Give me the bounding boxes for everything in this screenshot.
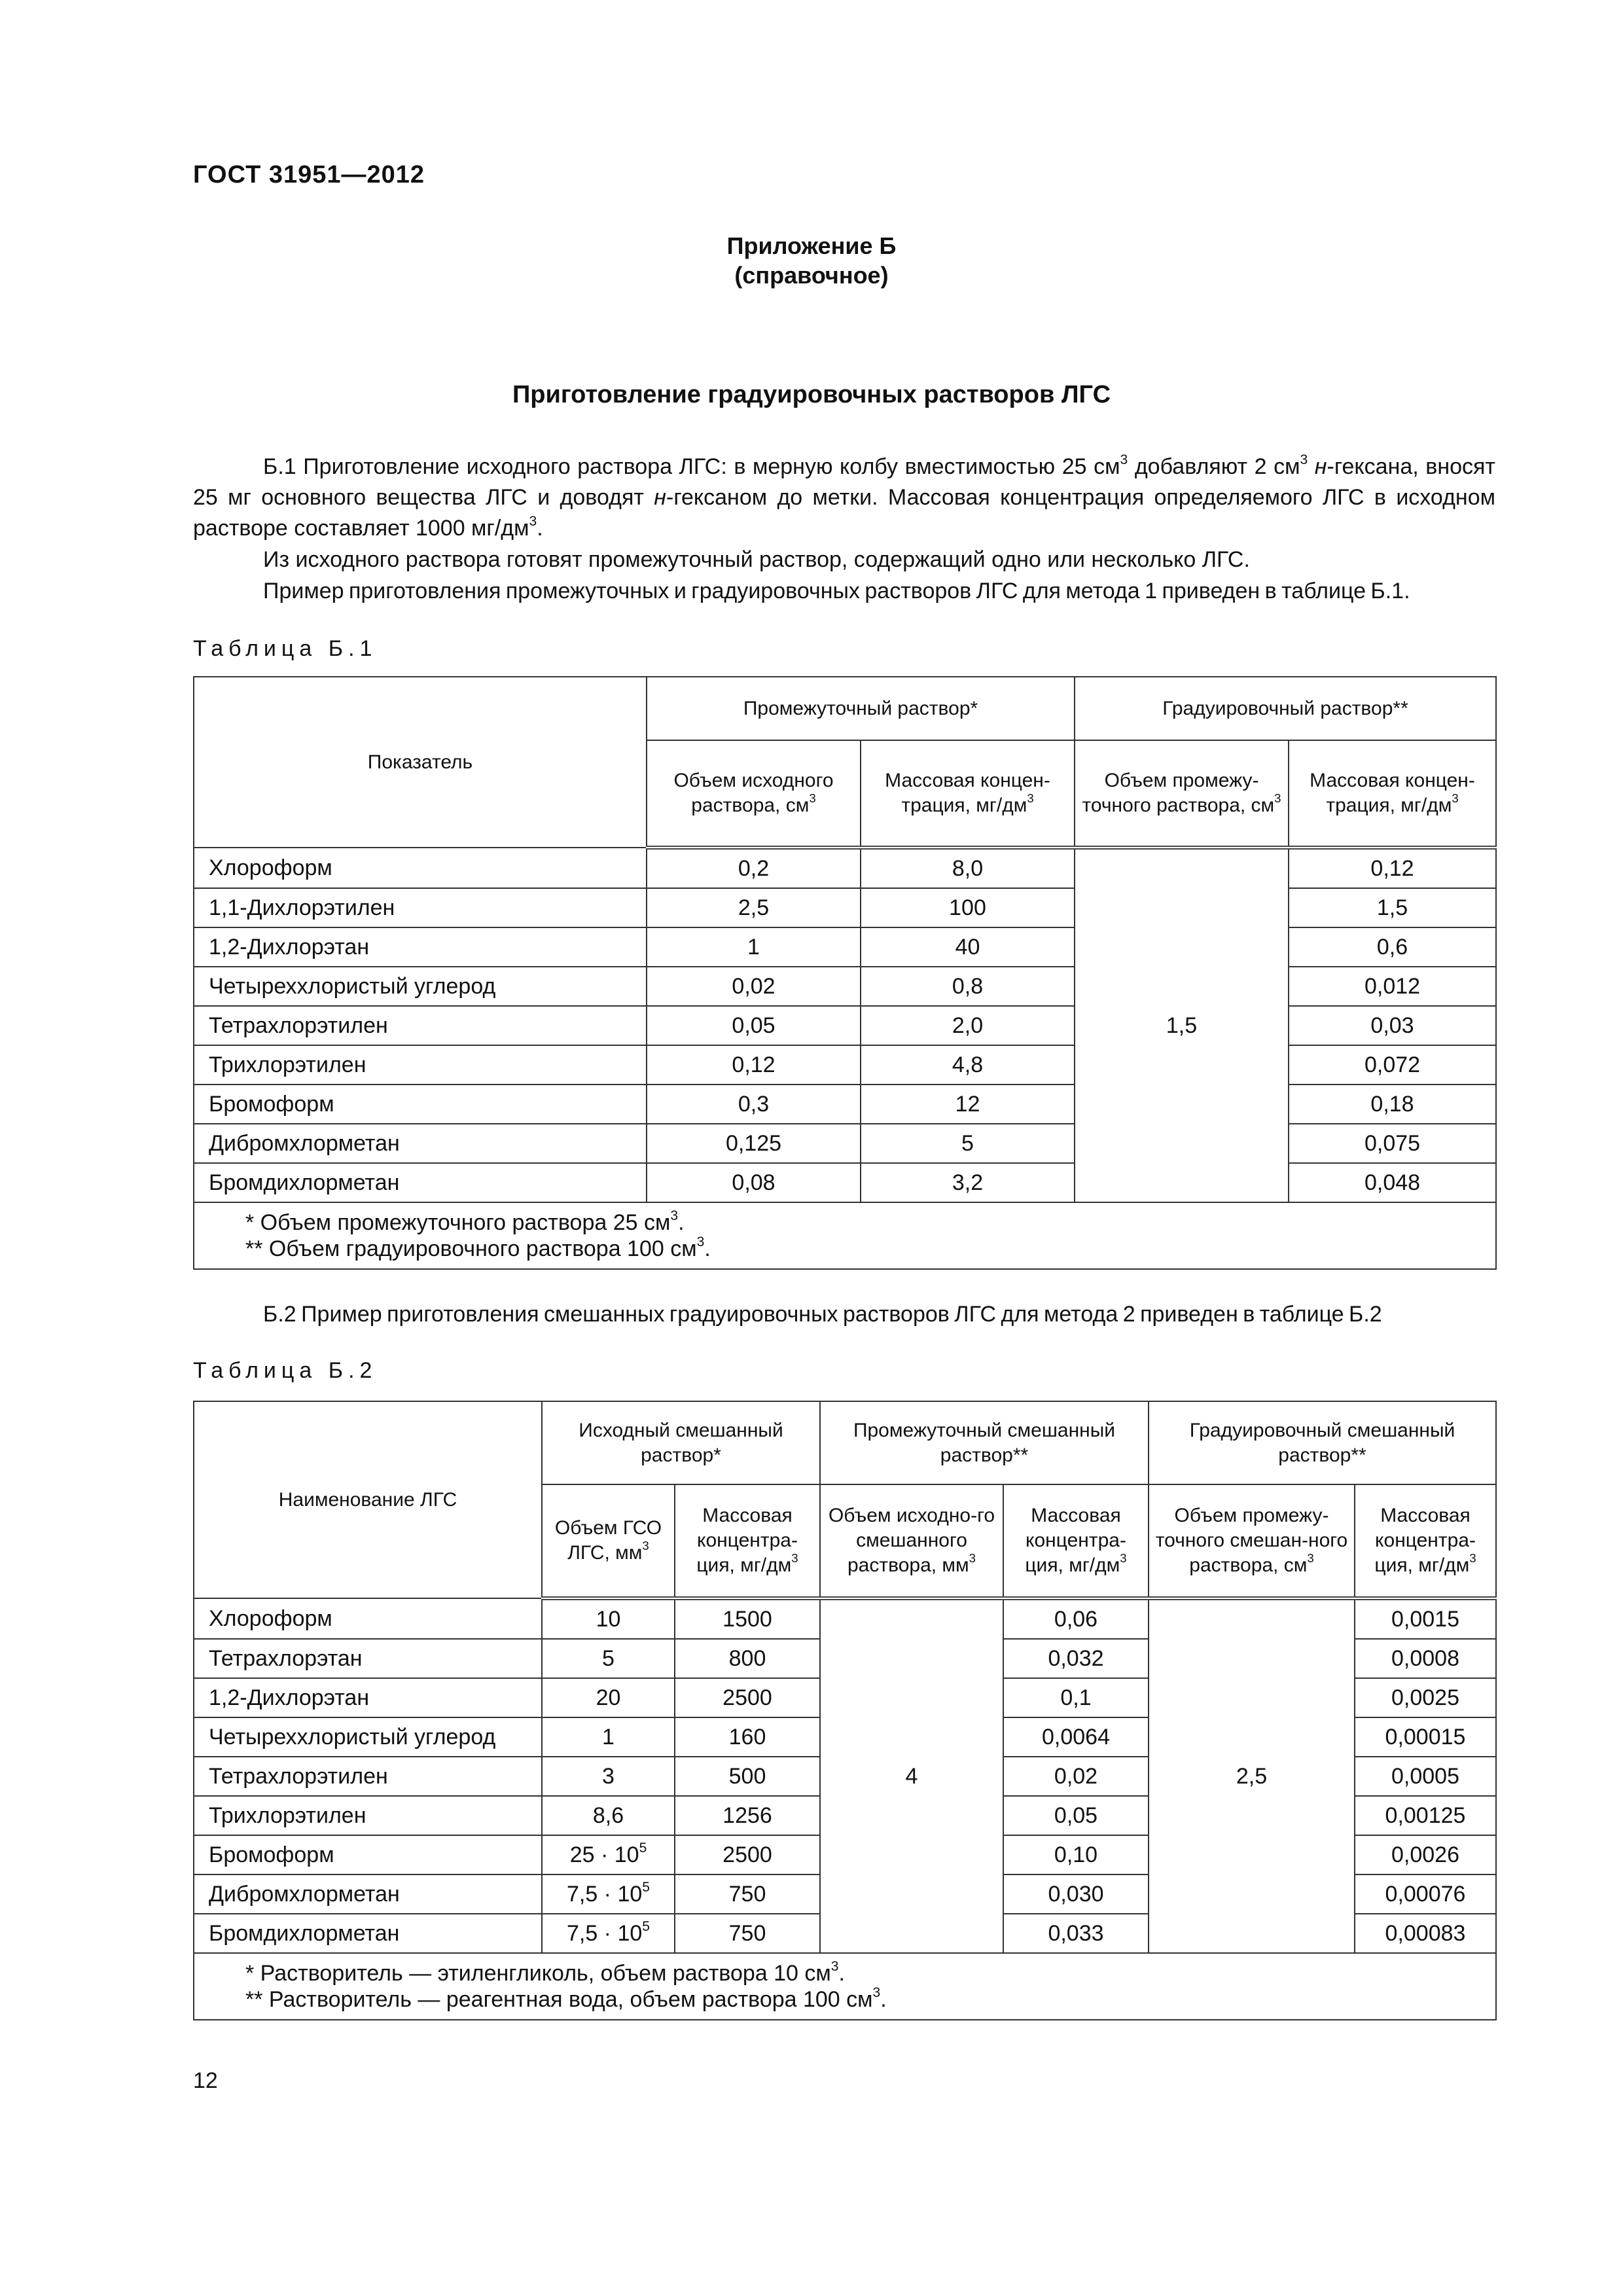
cell-int-concentration: 0,030	[1003, 1874, 1149, 1914]
header-mass-conc	[1355, 1484, 1496, 1598]
cell-concentration: 800	[675, 1639, 820, 1678]
header-vol-initial-mixed	[820, 1484, 1003, 1598]
value: 25 · 10	[569, 1842, 639, 1867]
cell-cal-concentration: 1,5	[1289, 888, 1496, 927]
header-calibration: Градуировочный раствор**	[1075, 677, 1496, 740]
table-row	[194, 1124, 1496, 1163]
superscript: 3	[1120, 452, 1128, 467]
header-indicator	[194, 677, 647, 848]
table-notes-row	[194, 1953, 1496, 2020]
cell-name: Дибромхлорметан	[194, 1124, 647, 1163]
superscript: 3	[872, 1984, 881, 2000]
superscript: 3	[1120, 1551, 1127, 1566]
note-text: .	[880, 1987, 887, 2012]
cell-concentration: 500	[675, 1757, 820, 1796]
header-mass-conc	[1289, 740, 1496, 848]
cell-concentration: 100	[861, 888, 1075, 927]
cell-cal-concentration: 0,0008	[1355, 1639, 1496, 1678]
cell-cal-concentration: 0,0015	[1355, 1598, 1496, 1639]
cell-concentration: 40	[861, 927, 1075, 967]
cell-volume: 0,08	[647, 1163, 861, 1202]
header-vol-intermediate	[1075, 740, 1289, 848]
exponent: 5	[639, 1840, 647, 1856]
cell-cal-concentration: 0,00083	[1355, 1914, 1496, 1953]
text-run: -гексаном до метки. Массовая концентрация определяемого ЛГС в исходном растворе составляет 1000 мг/дм	[193, 485, 1495, 541]
cell-int-concentration: 0,06	[1003, 1598, 1149, 1639]
cell-cal-concentration: 0,6	[1289, 927, 1496, 967]
text-run-italic: н	[654, 485, 666, 510]
cell-volume: 1	[647, 927, 861, 967]
cell-name: Тетрахлорэтилен	[194, 1757, 542, 1796]
cell-name: Бромоформ	[194, 1835, 542, 1874]
cell-int-concentration: 0,032	[1003, 1639, 1149, 1678]
cell-cal-concentration: 0,048	[1289, 1163, 1496, 1202]
cell-name: Тетрахлорэтан	[194, 1639, 542, 1678]
cell-concentration: 4,8	[861, 1045, 1075, 1085]
cell-volume: 0,3	[647, 1085, 861, 1124]
header-vol-initial	[647, 740, 861, 848]
cell-volume	[542, 1796, 675, 1835]
cell-name: Четыреххлористый углерод	[194, 1717, 542, 1757]
document-header: ГОСТ 31951—2012	[193, 161, 425, 188]
header-text: Объем исходно-го смешанного раствора, мм	[828, 1505, 995, 1576]
table-b1	[193, 676, 1497, 1270]
header-name: Наименование ЛГС	[194, 1401, 542, 1598]
cell-volume	[542, 1598, 675, 1639]
value: 1	[602, 1725, 615, 1749]
table-row	[194, 927, 1496, 967]
cell-cal-concentration: 0,00015	[1355, 1717, 1496, 1757]
cell-cal-concentration: 0,12	[1289, 848, 1496, 888]
paragraph-example-method1: Пример приготовления промежуточных и градуировочных растворов ЛГС для метода 1 приведен в таблице Б.1.	[263, 579, 1410, 603]
cell-concentration: 5	[861, 1124, 1075, 1163]
cell-name: Трихлорэтилен	[194, 1796, 542, 1835]
note-text: ** Растворитель — реагентная вода, объем раствора 100 см	[245, 1987, 873, 2012]
cell-name: Трихлорэтилен	[194, 1045, 647, 1085]
header-text: Массовая концентра-ция, мг/дм	[1374, 1505, 1476, 1576]
header-initial: Исходный смешанный раствор*	[542, 1401, 820, 1484]
header-text: Объем исходного раствора, см	[673, 770, 834, 816]
cell-name: Дибромхлорметан	[194, 1874, 542, 1914]
page-number: 12	[193, 2068, 218, 2093]
superscript: 3	[696, 1234, 705, 1249]
note-text: .	[678, 1210, 685, 1235]
cell-cal-concentration: 0,18	[1289, 1085, 1496, 1124]
header-text: Массовая концентра-ция, мг/дм	[696, 1505, 798, 1576]
cell-name: Хлороформ	[194, 1598, 542, 1639]
note-text: * Растворитель — этиленгликоль, объем раствора 10 см	[245, 1961, 831, 1986]
text-run: Б.1 Приготовление исходного раствора ЛГС: в мерную колбу вместимостью 25 см	[263, 454, 1120, 479]
cell-concentration: 8,0	[861, 848, 1075, 888]
superscript: 3	[1452, 791, 1459, 806]
superscript: 3	[830, 1958, 839, 1974]
superscript: 3	[1300, 452, 1308, 467]
table-row	[194, 1163, 1496, 1202]
value: 3	[602, 1764, 615, 1789]
note-text: * Объем промежуточного раствора 25 см	[245, 1210, 671, 1235]
table-row	[194, 1085, 1496, 1124]
superscript: 3	[1274, 791, 1281, 806]
cell-volume	[542, 1717, 675, 1757]
annex-subtitle: (справочное)	[734, 262, 889, 289]
cell-int-concentration: 0,10	[1003, 1835, 1149, 1874]
header-text: Объем ГСО ЛГС, мм	[554, 1517, 662, 1564]
cell-name: Бромдихлорметан	[194, 1163, 647, 1202]
value: 7,5 · 10	[566, 1921, 643, 1946]
cell-volume: 0,2	[647, 848, 861, 888]
table-b2-caption: Таблица Б.2	[193, 1358, 378, 1383]
cell-concentration: 1256	[675, 1796, 820, 1835]
cell-name: 1,2-Дихлорэтан	[194, 927, 647, 967]
table-row	[194, 888, 1496, 927]
cell-volume: 2,5	[647, 888, 861, 927]
cell-name: 1,1-Дихлорэтилен	[194, 888, 647, 927]
note-line	[245, 1986, 1489, 2013]
superscript: 3	[969, 1551, 976, 1566]
exponent: 5	[642, 1918, 651, 1934]
cell-cal-concentration: 0,0005	[1355, 1757, 1496, 1796]
table-b1-caption: Таблица Б.1	[193, 636, 378, 661]
exponent: 5	[642, 1879, 651, 1895]
table-notes	[194, 1202, 1496, 1269]
table-row	[194, 1045, 1496, 1085]
header-calibration: Градуировочный смешанный раствор**	[1149, 1401, 1496, 1484]
superscript: 3	[529, 513, 537, 529]
text-run: .	[537, 516, 543, 541]
cell-int-concentration: 0,0064	[1003, 1717, 1149, 1757]
cell-int-concentration: 0,02	[1003, 1757, 1149, 1796]
header-text: Объем промежу-точного раствора, см	[1082, 770, 1275, 816]
cell-volume	[542, 1874, 675, 1914]
cell-concentration: 0,8	[861, 967, 1075, 1006]
cell-shared-initial-volume: 4	[820, 1598, 1003, 1953]
superscript: 3	[1027, 791, 1034, 806]
cell-name: 1,2-Дихлорэтан	[194, 1678, 542, 1717]
cell-cal-concentration: 0,03	[1289, 1006, 1496, 1045]
cell-name: Четыреххлористый углерод	[194, 967, 647, 1006]
cell-name: Тетрахлорэтилен	[194, 1006, 647, 1045]
table-row	[194, 848, 1496, 888]
cell-volume: 0,125	[647, 1124, 861, 1163]
cell-int-concentration: 0,05	[1003, 1796, 1149, 1835]
header-vol-gso	[542, 1484, 675, 1598]
superscript: 3	[791, 1551, 798, 1566]
value: 20	[596, 1685, 621, 1710]
paragraph-b2: Б.2 Пример приготовления смешанных градуировочных растворов ЛГС для метода 2 приведен в таблице Б.2	[263, 1302, 1382, 1327]
superscript: 3	[1469, 1551, 1476, 1566]
cell-volume	[542, 1639, 675, 1678]
cell-cal-concentration: 0,00125	[1355, 1796, 1496, 1835]
paragraph-b1	[193, 452, 1495, 544]
cell-cal-concentration: 0,012	[1289, 967, 1496, 1006]
value: 7,5 · 10	[566, 1882, 643, 1907]
header-mass-conc	[861, 740, 1075, 848]
note-line	[245, 1236, 1489, 1262]
note-text: .	[838, 1961, 845, 1986]
header-text: Показатель	[367, 751, 473, 773]
cell-volume	[542, 1835, 675, 1874]
cell-cal-concentration: 0,00076	[1355, 1874, 1496, 1914]
paragraph-intermediate: Из исходного раствора готовят промежуточный раствор, содержащий одно или несколько ЛГС.	[263, 547, 1250, 572]
cell-name: Хлороформ	[194, 848, 647, 888]
cell-concentration: 750	[675, 1874, 820, 1914]
header-mass-conc	[675, 1484, 820, 1598]
table-notes	[194, 1953, 1496, 2020]
cell-concentration: 2500	[675, 1678, 820, 1717]
text-run: -гексана, вносят 25 мг основного вещества ЛГС и доводят	[193, 454, 1496, 510]
cell-volume	[542, 1678, 675, 1717]
cell-shared-volume: 1,5	[1075, 848, 1289, 1202]
table-row	[194, 967, 1496, 1006]
cell-cal-concentration: 0,072	[1289, 1045, 1496, 1085]
cell-shared-intermediate-volume: 2,5	[1149, 1598, 1355, 1953]
header-intermediate: Промежуточный смешанный раствор**	[820, 1401, 1149, 1484]
cell-cal-concentration: 0,075	[1289, 1124, 1496, 1163]
header-mass-conc	[1003, 1484, 1149, 1598]
cell-concentration: 1500	[675, 1598, 820, 1639]
superscript: 3	[642, 1539, 649, 1553]
cell-volume: 0,05	[647, 1006, 861, 1045]
superscript: 3	[670, 1208, 679, 1223]
cell-name: Бромдихлорметан	[194, 1914, 542, 1953]
cell-volume: 0,12	[647, 1045, 861, 1085]
superscript: 3	[1307, 1551, 1314, 1566]
superscript: 3	[809, 791, 816, 806]
note-text: .	[704, 1236, 711, 1261]
note-line	[245, 1210, 1489, 1236]
cell-concentration: 160	[675, 1717, 820, 1757]
cell-concentration: 3,2	[861, 1163, 1075, 1202]
section-title: Приготовление градуировочных растворов ЛГС	[512, 381, 1111, 408]
cell-int-concentration: 0,1	[1003, 1678, 1149, 1717]
text-run: добавляют 2 см	[1128, 454, 1300, 479]
header-text: Объем промежу-точного смешан-ного раствора, см	[1155, 1505, 1348, 1576]
cell-concentration: 2500	[675, 1835, 820, 1874]
cell-volume	[542, 1914, 675, 1953]
annex-title: Приложение Б	[726, 232, 897, 259]
note-line	[245, 1960, 1489, 1986]
cell-concentration: 12	[861, 1085, 1075, 1124]
cell-cal-concentration: 0,0025	[1355, 1678, 1496, 1717]
value: 5	[602, 1646, 615, 1671]
table-row	[194, 1598, 1496, 1639]
header-text: Массовая концентра-ция, мг/дм	[1025, 1505, 1126, 1576]
cell-concentration: 750	[675, 1914, 820, 1953]
text-run-italic: н	[1308, 454, 1327, 479]
cell-int-concentration: 0,033	[1003, 1914, 1149, 1953]
value: 10	[596, 1607, 621, 1632]
header-intermediate: Промежуточный раствор*	[647, 677, 1075, 740]
value: 8,6	[592, 1803, 624, 1828]
header-text: Массовая концен-трация, мг/дм	[885, 770, 1050, 816]
cell-cal-concentration: 0,0026	[1355, 1835, 1496, 1874]
header-text: Массовая концен-трация, мг/дм	[1310, 770, 1475, 816]
table-notes-row	[194, 1202, 1496, 1269]
table-b2	[193, 1401, 1497, 2020]
table-row	[194, 1006, 1496, 1045]
cell-name: Бромоформ	[194, 1085, 647, 1124]
cell-volume: 0,02	[647, 967, 861, 1006]
header-vol-intermediate-mixed	[1149, 1484, 1355, 1598]
note-text: ** Объем градуировочного раствора 100 см	[245, 1236, 697, 1261]
cell-concentration: 2,0	[861, 1006, 1075, 1045]
cell-volume	[542, 1757, 675, 1796]
